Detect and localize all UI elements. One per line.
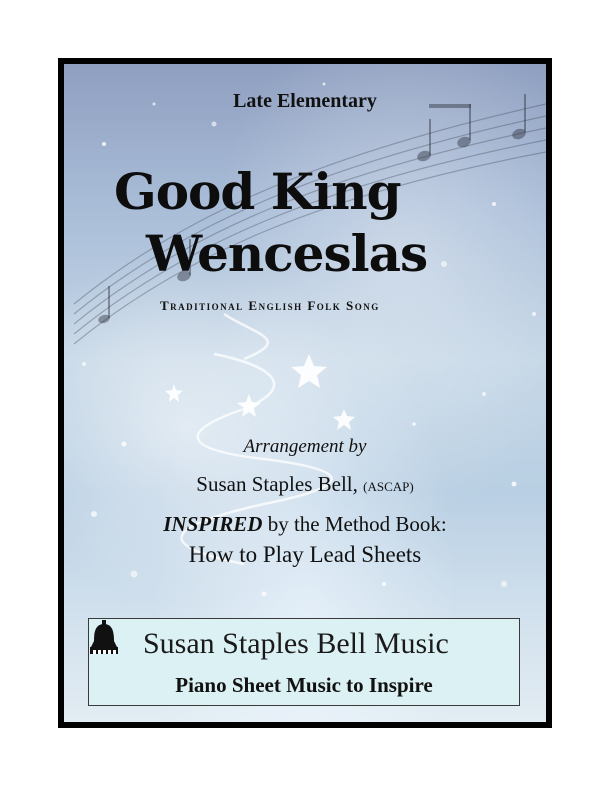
stars <box>165 354 355 430</box>
song-title-line-2: Wenceslas <box>146 224 428 283</box>
arranger-affiliation: (ASCAP) <box>363 479 414 494</box>
arranger-name: Susan Staples Bell, <box>196 472 358 496</box>
inspired-line <box>64 512 546 537</box>
bell-icon <box>89 619 119 655</box>
song-title-line-1: Good King <box>114 162 401 221</box>
inspired-rest: by the Method Book: <box>262 512 447 536</box>
cover-frame <box>58 58 552 728</box>
arrangement-label: Arrangement by <box>243 436 367 457</box>
brand-box <box>88 618 520 706</box>
method-book-title: How to Play Lead Sheets <box>188 542 422 567</box>
inspired-emphasis: INSPIRED <box>163 512 263 536</box>
brand-tagline: Piano Sheet Music to Inspire <box>175 673 433 697</box>
cover-artwork <box>64 64 546 722</box>
song-subtitle: Traditional English Folk Song <box>160 298 380 313</box>
difficulty-level: Late Elementary <box>233 90 377 112</box>
arranger-line <box>64 472 546 497</box>
brand-name: Susan Staples Bell Music <box>143 627 449 660</box>
